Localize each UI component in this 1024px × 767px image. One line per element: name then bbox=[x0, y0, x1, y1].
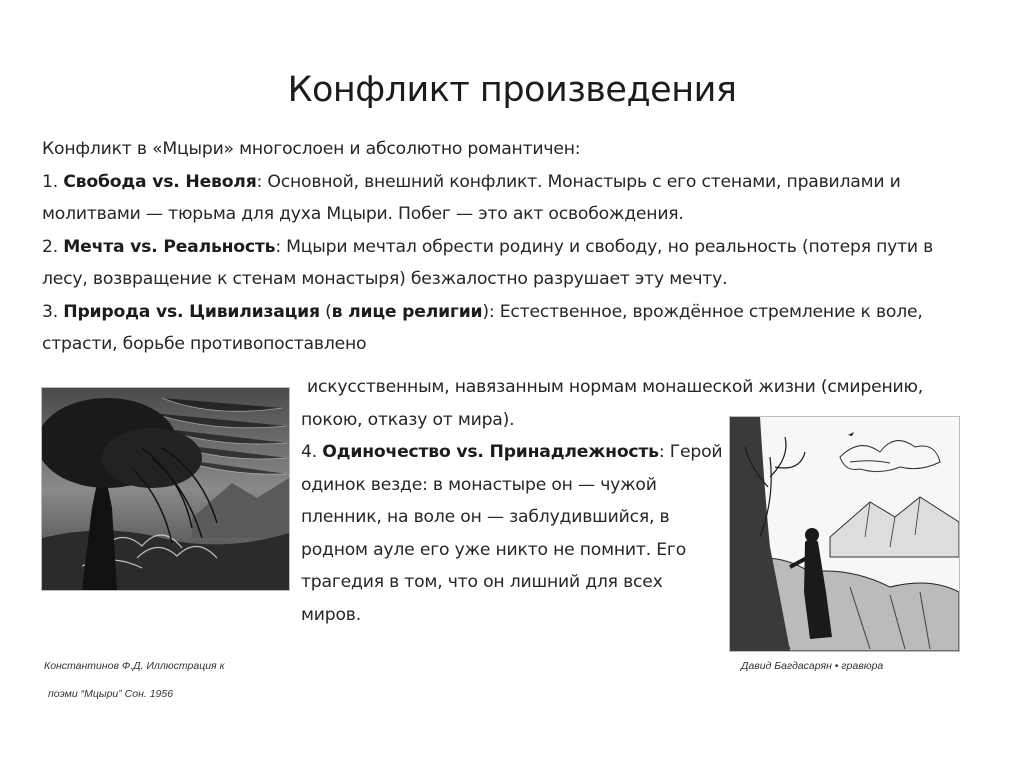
item-3-line-1: 3. Природа vs. Цивилизация (в лице религии): Естественное, врождённое стремление к воле, bbox=[42, 301, 923, 322]
engraving-mountain-figure bbox=[729, 416, 960, 652]
item-3-subheading: в лице религии bbox=[331, 301, 483, 322]
item-4-line-6: миров. bbox=[301, 604, 361, 625]
item-1-heading: Свобода vs. Неволя bbox=[63, 171, 257, 192]
item-3-line-2: страсти, борьбе противопоставлено bbox=[42, 334, 367, 354]
item-3-line-4: покою, отказу от мира). bbox=[301, 409, 515, 430]
item-1-line-1: 1. Свобода vs. Неволя: Основной, внешний конфликт. Монастырь с его стенами, правилами и bbox=[42, 171, 901, 192]
left-image-caption-line-1: Константинов Ф.Д. Иллюстрация к bbox=[44, 660, 225, 672]
item-2-line-2: лесу, возвращение к стенам монастыря) безжалостно разрушает эту мечту. bbox=[42, 269, 728, 289]
right-image-caption: Давид Багдасарян • гравюра bbox=[741, 660, 884, 672]
item-2-heading: Мечта vs. Реальность bbox=[63, 236, 276, 257]
item-1-line-2: молитвами — тюрьма для духа Мцыри. Побег — это акт освобождения. bbox=[42, 204, 684, 224]
left-image-caption-line-2: поэми “Мцыри” Сон. 1956 bbox=[48, 688, 174, 700]
item-4-line-4: родном ауле его уже никто не помнит. Его bbox=[301, 539, 687, 560]
item-4-line-3: пленник, на воле он — заблудившийся, в bbox=[301, 507, 670, 527]
item-4-heading: Одиночество vs. Принадлежность bbox=[322, 442, 659, 462]
item-2-line-1: 2. Мечта vs. Реальность: Мцыри мечтал обрести родину и свободу, но реальность (потеря пути в bbox=[42, 236, 934, 257]
item-3-heading: Природа vs. Цивилизация bbox=[63, 301, 320, 322]
item-3-line-3: искусственным, навязанным нормам монашеской жизни (смирению, bbox=[307, 377, 924, 397]
body-text bbox=[42, 133, 992, 361]
intro-line: Конфликт в «Мцыри» многослоен и абсолютно романтичен: bbox=[42, 139, 581, 159]
item-4-line-5: трагедия в том, что он лишний для всех bbox=[301, 572, 663, 592]
item-4-line-2: одинок везде: в монастыре он — чужой bbox=[301, 474, 657, 495]
engraving-storm-tree bbox=[41, 387, 290, 591]
item-4-line-1: 4. Одиночество vs. Принадлежность: Герой bbox=[301, 442, 723, 462]
slide-title: Конфликт произведения bbox=[287, 70, 737, 110]
